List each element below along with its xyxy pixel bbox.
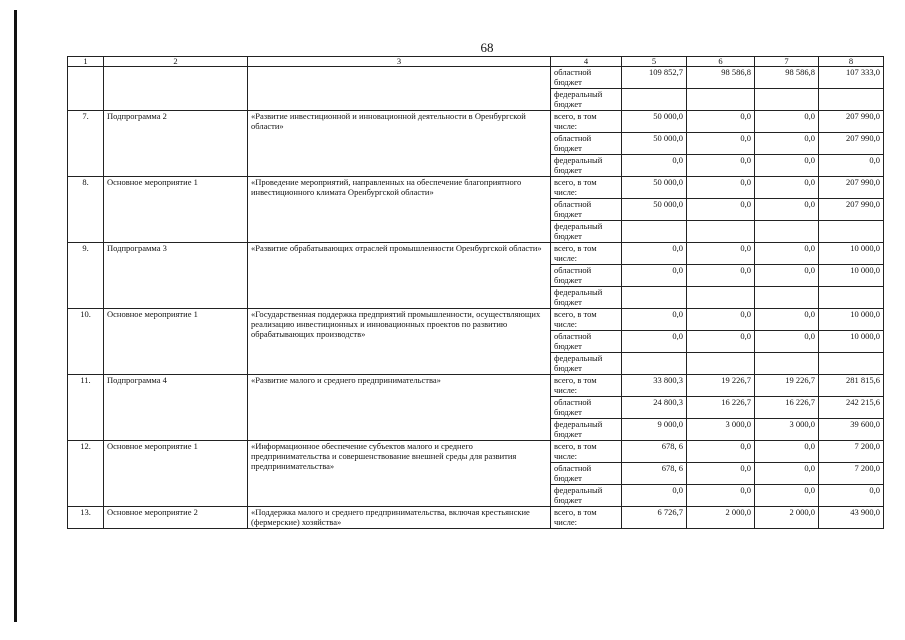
header-row (68, 57, 884, 67)
column-header: 2 (104, 57, 248, 67)
row-number: 10. (68, 309, 104, 375)
amount-cell: 107 333,0 (819, 67, 884, 89)
funding-source: федеральный бюджет (551, 485, 622, 507)
amount-cell: 16 226,7 (755, 397, 819, 419)
funding-source: областной бюджет (551, 397, 622, 419)
funding-source: областной бюджет (551, 67, 622, 89)
row-type: Подпрограмма 3 (104, 243, 248, 309)
row-number: 9. (68, 243, 104, 309)
amount-cell: 0,0 (819, 155, 884, 177)
amount-cell: 7 200,0 (819, 441, 884, 463)
amount-cell: 10 000,0 (819, 331, 884, 353)
row-name: «Развитие малого и среднего предпринимательства» (248, 375, 551, 441)
amount-cell: 2 000,0 (687, 507, 755, 529)
amount-cell: 0,0 (755, 133, 819, 155)
funding-source: областной бюджет (551, 133, 622, 155)
table-row (68, 67, 884, 89)
amount-cell: 19 226,7 (687, 375, 755, 397)
table-row (68, 177, 884, 199)
amount-cell: 0,0 (755, 199, 819, 221)
funding-source: федеральный бюджет (551, 353, 622, 375)
table-row (68, 441, 884, 463)
amount-cell: 0,0 (687, 309, 755, 331)
amount-cell: 0,0 (687, 177, 755, 199)
amount-cell: 39 600,0 (819, 419, 884, 441)
funding-source: областной бюджет (551, 199, 622, 221)
amount-cell: 678, 6 (622, 463, 687, 485)
funding-source: федеральный бюджет (551, 419, 622, 441)
column-header: 8 (819, 57, 884, 67)
amount-cell: 50 000,0 (622, 111, 687, 133)
funding-source: всего, в том числе: (551, 111, 622, 133)
amount-cell (819, 89, 884, 111)
funding-source: областной бюджет (551, 463, 622, 485)
amount-cell: 50 000,0 (622, 199, 687, 221)
amount-cell (622, 89, 687, 111)
row-name: «Поддержка малого и среднего предпринимательства, включая крестьянские (фермерские) хозяйства» (248, 507, 551, 529)
amount-cell: 207 990,0 (819, 199, 884, 221)
amount-cell (687, 287, 755, 309)
amount-cell: 207 990,0 (819, 111, 884, 133)
amount-cell: 0,0 (755, 441, 819, 463)
funding-source: федеральный бюджет (551, 221, 622, 243)
amount-cell: 0,0 (687, 265, 755, 287)
amount-cell: 207 990,0 (819, 133, 884, 155)
amount-cell: 98 586,8 (755, 67, 819, 89)
amount-cell: 19 226,7 (755, 375, 819, 397)
amount-cell: 0,0 (755, 309, 819, 331)
row-number: 12. (68, 441, 104, 507)
page-margin-line (14, 10, 17, 622)
amount-cell: 10 000,0 (819, 243, 884, 265)
table-row (68, 243, 884, 265)
funding-source: всего, в том числе: (551, 309, 622, 331)
amount-cell: 0,0 (755, 177, 819, 199)
amount-cell: 0,0 (622, 155, 687, 177)
row-name: «Развитие инвестиционной и инновационной деятельности в Оренбургской области» (248, 111, 551, 177)
amount-cell: 50 000,0 (622, 133, 687, 155)
row-number: 11. (68, 375, 104, 441)
page-number: 68 (480, 40, 494, 55)
funding-source: федеральный бюджет (551, 89, 622, 111)
funding-source: областной бюджет (551, 265, 622, 287)
amount-cell: 24 800,3 (622, 397, 687, 419)
row-type: Подпрограмма 4 (104, 375, 248, 441)
row-number: 8. (68, 177, 104, 243)
budget-table (67, 56, 884, 529)
row-name: «Развитие обрабатывающих отраслей промышленности Оренбургской области» (248, 243, 551, 309)
row-number (68, 67, 104, 111)
amount-cell (819, 221, 884, 243)
table-row (68, 309, 884, 331)
funding-source: всего, в том числе: (551, 243, 622, 265)
amount-cell (755, 353, 819, 375)
amount-cell: 33 800,3 (622, 375, 687, 397)
table-row (68, 111, 884, 133)
amount-cell: 3 000,0 (687, 419, 755, 441)
column-header: 7 (755, 57, 819, 67)
amount-cell: 0,0 (622, 485, 687, 507)
amount-cell: 0,0 (687, 331, 755, 353)
row-type: Основное мероприятие 1 (104, 309, 248, 375)
row-type: Подпрограмма 2 (104, 111, 248, 177)
table-body (68, 57, 884, 529)
amount-cell: 678, 6 (622, 441, 687, 463)
amount-cell: 242 215,6 (819, 397, 884, 419)
amount-cell: 207 990,0 (819, 177, 884, 199)
row-type: Основное мероприятие 2 (104, 507, 248, 529)
amount-cell (622, 353, 687, 375)
amount-cell: 16 226,7 (687, 397, 755, 419)
column-header: 6 (687, 57, 755, 67)
funding-source: всего, в том числе: (551, 375, 622, 397)
amount-cell (755, 221, 819, 243)
column-header: 1 (68, 57, 104, 67)
amount-cell (687, 353, 755, 375)
amount-cell: 7 200,0 (819, 463, 884, 485)
column-header: 5 (622, 57, 687, 67)
amount-cell: 10 000,0 (819, 265, 884, 287)
funding-source: всего, в том числе: (551, 507, 622, 529)
row-name (248, 67, 551, 111)
row-number: 13. (68, 507, 104, 529)
amount-cell (819, 353, 884, 375)
amount-cell: 0,0 (819, 485, 884, 507)
amount-cell: 98 586,8 (687, 67, 755, 89)
amount-cell (819, 287, 884, 309)
amount-cell: 0,0 (687, 485, 755, 507)
amount-cell: 0,0 (755, 111, 819, 133)
amount-cell: 0,0 (622, 265, 687, 287)
table-row (68, 375, 884, 397)
amount-cell: 0,0 (687, 441, 755, 463)
amount-cell: 9 000,0 (622, 419, 687, 441)
row-type: Основное мероприятие 1 (104, 441, 248, 507)
amount-cell: 0,0 (687, 155, 755, 177)
amount-cell: 0,0 (622, 331, 687, 353)
amount-cell: 10 000,0 (819, 309, 884, 331)
amount-cell: 3 000,0 (755, 419, 819, 441)
amount-cell: 0,0 (755, 265, 819, 287)
funding-source: всего, в том числе: (551, 177, 622, 199)
row-type (104, 67, 248, 111)
row-type: Основное мероприятие 1 (104, 177, 248, 243)
column-header: 3 (248, 57, 551, 67)
amount-cell: 281 815,6 (819, 375, 884, 397)
amount-cell: 2 000,0 (755, 507, 819, 529)
amount-cell (622, 287, 687, 309)
amount-cell: 0,0 (687, 463, 755, 485)
amount-cell: 0,0 (687, 199, 755, 221)
row-name: «Проведение мероприятий, направленных на обеспечение благоприятного инвестиционного климата Оренбургской области» (248, 177, 551, 243)
amount-cell: 0,0 (687, 133, 755, 155)
amount-cell: 0,0 (687, 243, 755, 265)
amount-cell (755, 287, 819, 309)
amount-cell: 0,0 (622, 243, 687, 265)
funding-source: областной бюджет (551, 331, 622, 353)
amount-cell: 0,0 (622, 309, 687, 331)
amount-cell (687, 221, 755, 243)
amount-cell: 0,0 (755, 485, 819, 507)
funding-source: федеральный бюджет (551, 155, 622, 177)
amount-cell (622, 221, 687, 243)
funding-source: федеральный бюджет (551, 287, 622, 309)
amount-cell: 0,0 (755, 243, 819, 265)
row-name: «Государственная поддержка предприятий промышленности, осуществляющих реализацию инвестиционных и инновационных проектов по развитию обрабатывающих производств» (248, 309, 551, 375)
column-header: 4 (551, 57, 622, 67)
amount-cell: 109 852,7 (622, 67, 687, 89)
amount-cell: 0,0 (755, 331, 819, 353)
row-number: 7. (68, 111, 104, 177)
amount-cell: 50 000,0 (622, 177, 687, 199)
amount-cell: 43 900,0 (819, 507, 884, 529)
amount-cell: 0,0 (755, 463, 819, 485)
funding-source: всего, в том числе: (551, 441, 622, 463)
amount-cell: 0,0 (687, 111, 755, 133)
amount-cell (687, 89, 755, 111)
amount-cell (755, 89, 819, 111)
row-name: «Информационное обеспечение субъектов малого и среднего предпринимательства и совершенствование внешней среды для развития предпринимательства» (248, 441, 551, 507)
table-row (68, 507, 884, 529)
amount-cell: 0,0 (755, 155, 819, 177)
amount-cell: 6 726,7 (622, 507, 687, 529)
